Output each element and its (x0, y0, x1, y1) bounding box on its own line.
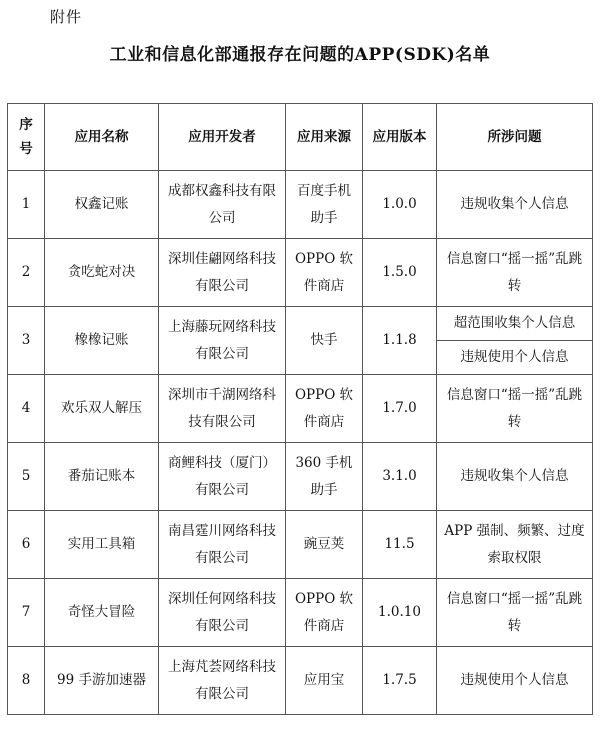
column-header-issue: 所涉问题 (437, 104, 593, 171)
cell-source (286, 239, 363, 307)
table-row (8, 171, 593, 239)
cell-seq (8, 579, 45, 647)
cell-app-name (45, 579, 159, 647)
cell-app-name-text: 欢乐双人解压 (61, 400, 142, 416)
cell-seq (8, 511, 45, 579)
cell-version-text: 1.0.10 (378, 604, 421, 620)
cell-app-name (45, 171, 159, 239)
cell-issue (437, 647, 593, 715)
cell-app-name-text: 番茄记账本 (67, 468, 136, 484)
cell-issue-text: 信息窗口“摇一摇”乱跳转 (446, 250, 583, 294)
cell-issue (437, 171, 593, 239)
cell-seq (8, 647, 45, 715)
cell-version-text: 1.7.0 (382, 400, 417, 416)
cell-seq-text: 4 (21, 400, 31, 416)
cell-version (363, 239, 437, 307)
cell-issue (437, 443, 593, 511)
document-title: 工业和信息化部通报存在问题的APP(SDK)名单 (109, 45, 491, 65)
cell-developer-text: 成都权鑫科技有限公司 (168, 182, 276, 226)
cell-developer-text: 南昌霆川网络科技有限公司 (168, 522, 276, 566)
cell-source (286, 375, 363, 443)
cell-version-text: 1.1.8 (382, 332, 417, 348)
cell-issue (437, 579, 593, 647)
cell-app-name (45, 375, 159, 443)
cell-source (286, 647, 363, 715)
cell-seq (8, 171, 45, 239)
cell-version (363, 307, 437, 375)
cell-app-name (45, 647, 159, 715)
app-list-table (7, 103, 593, 715)
table-body (8, 171, 593, 715)
cell-issue-text: 信息窗口“摇一摇”乱跳转 (446, 590, 583, 634)
cell-seq (8, 443, 45, 511)
cell-version (363, 171, 437, 239)
column-header-seq-top: 序 (19, 117, 33, 133)
cell-seq-text: 1 (21, 196, 31, 212)
cell-source (286, 579, 363, 647)
cell-issue-text: 违规收集个人信息 (460, 468, 569, 484)
cell-source (286, 307, 363, 375)
cell-seq-text: 6 (21, 536, 31, 552)
cell-version-text: 1.5.0 (382, 264, 417, 280)
cell-developer-text: 深圳市千湖网络科技有限公司 (168, 386, 276, 430)
cell-source-text: 快手 (310, 332, 338, 348)
cell-app-name-text: 奇怪大冒险 (67, 604, 136, 620)
cell-issue (437, 341, 593, 375)
cell-issue-text: APP 强制、频繁、过度索取权限 (444, 522, 585, 566)
cell-version-text: 1.0.0 (382, 196, 417, 212)
cell-version (363, 375, 437, 443)
cell-app-name (45, 239, 159, 307)
cell-issue (437, 511, 593, 579)
cell-app-name-text: 权鑫记账 (74, 196, 129, 212)
cell-seq-text: 8 (21, 672, 31, 688)
cell-developer (159, 171, 286, 239)
cell-source-text: OPPO 软件商店 (294, 590, 354, 634)
cell-issue-text: 信息窗口“摇一摇”乱跳转 (446, 386, 583, 430)
cell-source (286, 511, 363, 579)
column-header-name: 应用名称 (45, 104, 159, 171)
cell-seq-text: 5 (21, 468, 31, 484)
table-row (8, 511, 593, 579)
cell-developer-text: 商鲤科技（厦门）有限公司 (168, 454, 276, 498)
cell-source (286, 171, 363, 239)
cell-source-text: OPPO 软件商店 (294, 386, 354, 430)
cell-version (363, 511, 437, 579)
cell-developer-text: 深圳任何网络科技有限公司 (168, 590, 276, 634)
cell-app-name (45, 443, 159, 511)
cell-version (363, 443, 437, 511)
column-header-seq-bottom: 号 (19, 141, 33, 157)
cell-version-text: 3.1.0 (382, 468, 417, 484)
table-row (8, 647, 593, 715)
cell-app-name-text: 实用工具箱 (67, 536, 136, 552)
cell-developer (159, 647, 286, 715)
cell-developer (159, 239, 286, 307)
cell-developer-text: 上海芃荟网络科技有限公司 (168, 658, 276, 702)
cell-developer (159, 511, 286, 579)
cell-app-name (45, 307, 159, 375)
cell-seq (8, 375, 45, 443)
cell-version (363, 579, 437, 647)
table-row (8, 307, 593, 341)
cell-version-text: 11.5 (384, 536, 415, 552)
cell-app-name-text: 99 手游加速器 (57, 672, 146, 688)
cell-issue-text: 违规使用个人信息 (460, 349, 569, 365)
cell-source (286, 443, 363, 511)
cell-seq-text: 3 (21, 332, 31, 348)
cell-seq (8, 307, 45, 375)
column-header-seq (8, 104, 45, 171)
cell-issue (437, 375, 593, 443)
cell-app-name-text: 橡橡记账 (74, 332, 129, 348)
cell-source-text: 360 手机助手 (295, 454, 353, 498)
cell-developer-text: 深圳佳翩网络科技有限公司 (168, 250, 276, 294)
column-header-version: 应用版本 (363, 104, 437, 171)
cell-source-text: 应用宝 (303, 672, 345, 688)
cell-app-name (45, 511, 159, 579)
cell-developer (159, 579, 286, 647)
table-row (8, 239, 593, 307)
table-row (8, 443, 593, 511)
cell-version (363, 647, 437, 715)
cell-developer (159, 307, 286, 375)
cell-seq (8, 239, 45, 307)
cell-seq-text: 2 (21, 264, 31, 280)
cell-issue-text: 违规收集个人信息 (460, 196, 569, 212)
cell-issue (437, 307, 593, 341)
cell-developer (159, 443, 286, 511)
cell-source-text: 豌豆荚 (303, 536, 345, 552)
cell-source-text: 百度手机助手 (297, 182, 351, 226)
cell-developer (159, 375, 286, 443)
column-header-developer: 应用开发者 (159, 104, 286, 171)
table-row (8, 375, 593, 443)
table-row (8, 579, 593, 647)
table-header-row (8, 104, 593, 171)
cell-app-name-text: 贪吃蛇对决 (67, 264, 136, 280)
column-header-source: 应用来源 (286, 104, 363, 171)
cell-seq-text: 7 (21, 604, 31, 620)
cell-issue (437, 239, 593, 307)
cell-source-text: OPPO 软件商店 (294, 250, 354, 294)
attachment-label: 附件 (50, 8, 83, 26)
cell-issue-text: 超范围收集个人信息 (453, 315, 576, 331)
cell-issue-text: 违规使用个人信息 (460, 672, 569, 688)
cell-version-text: 1.7.5 (382, 672, 417, 688)
cell-developer-text: 上海藤玩网络科技有限公司 (168, 318, 276, 362)
